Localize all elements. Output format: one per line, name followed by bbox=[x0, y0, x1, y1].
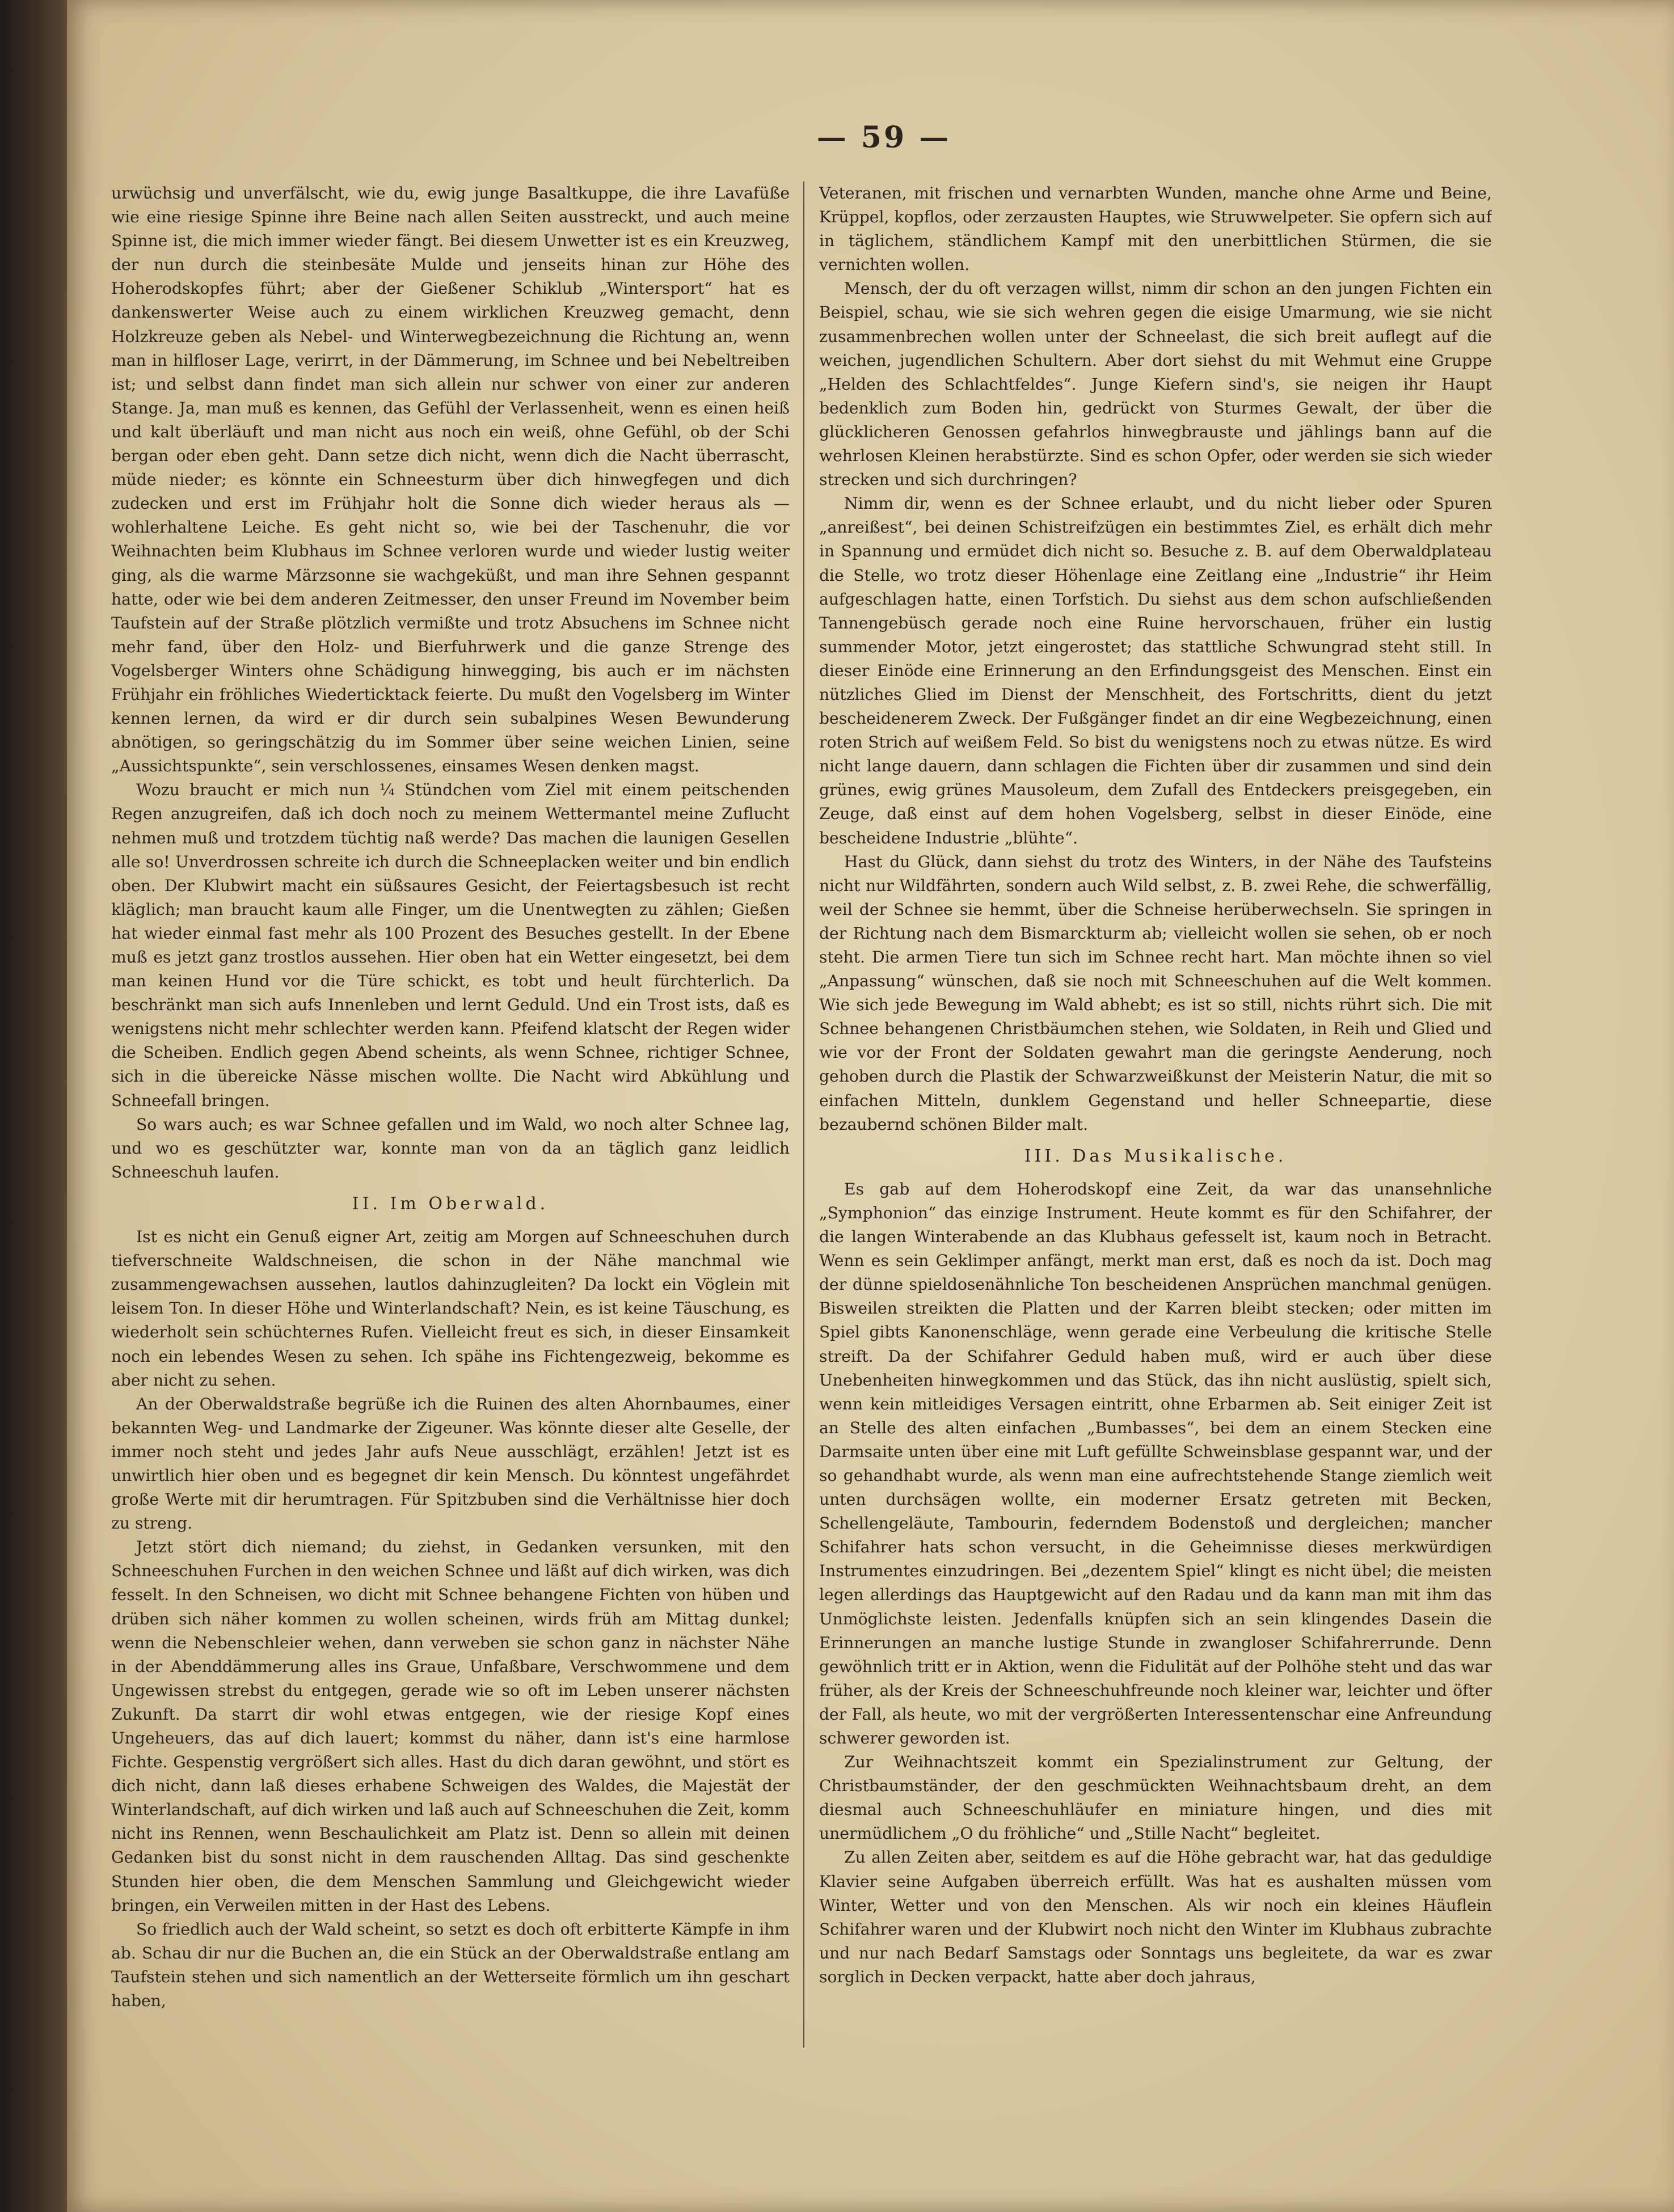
page-number: — 59 — bbox=[816, 120, 951, 155]
paragraph: Zur Weihnachtszeit kommt ein Spezialinstrument zur Geltung, der Christbaumständer, der den geschmückten Weihnachtsbaum dreht, an dem diesmal auch Schneeschuhläufer en miniature hingen, und dies mit unermüdlichem „O du fröhliche“ und „Stille Nacht“ begleitet. bbox=[819, 1753, 1492, 1843]
section-heading-oberwald: II. Im Oberwald. bbox=[352, 1193, 549, 1214]
paragraph: Mensch, der du oft verzagen willst, nimm dir schon an den jungen Fichten ein Beispiel, schau, wie sie sich wehren gegen die eisige Umarmung, wie sie nicht zusammenbrechen wollen unter der Schneelast, die sich breit auflegt auf die weichen, jugendlichen Schultern. Aber dort siehst du mit Wehmut eine Gruppe „Helden des Schlachtfeldes“. Junge Kiefern sind's, sie neigen ihr Haupt bedenklich zum Boden hin, gedrückt von Sturmes Gewalt, der über die glücklicheren Genossen gefahrlos hinwegbrauste und jählings bann auf die wehrlosen Kleinen herabstürzte. Sind es schon Opfer, oder werden sie sich wieder strecken und sich durchringen? bbox=[819, 279, 1492, 489]
right-text-column bbox=[819, 181, 1492, 2099]
paragraph: Jetzt stört dich niemand; du ziehst, in Gedanken versunken, mit den Schneeschuhen Furchen in den weichen Schnee und läßt auf dich wirken, was dich fesselt. In den Schneisen, wo dicht mit Schnee behangene Fichten von hüben und drüben sich näher kommen zu wollen scheinen, wirds früh am Mittag dunkel; wenn die Nebenschleier wehen, dann verweben sie schon ganz in nächster Nähe in der Abenddämmerung alles ins Graue, Unfaßbare, Verschwommene und dem Ungewissen strebst du entgegen, gerade wie so oft im Leben unserer nächsten Zukunft. Da starrt dir wohl etwas entgegen, wie der riesige Kopf eines Ungeheuers, das auf dich lauert; kommst du näher, dann ist's eine harmlose Fichte. Gespenstig vergrößert sich alles. Hast du dich daran gewöhnt, und stört es dich nicht, dann laß dieses erhabene Schweigen des Waldes, die Majestät der Winterlandschaft, auf dich wirken und laß auch auf Schneeschuhen die Zeit, komm nicht ins Rennen, wenn Beschaulichkeit am Platz ist. Denn so allein mit deinen Gedanken bist du sonst nicht in dem rauschenden Alltag. Das sind geschenkte Stunden hier oben, die dem Menschen Sammlung und Gleichgewicht wieder bringen, ein Verweilen mitten in der Hast des Lebens. bbox=[111, 1538, 790, 1915]
book-spine-shadow bbox=[0, 0, 67, 2212]
paragraph: Ist es nicht ein Genuß eigner Art, zeitig am Morgen auf Schneeschuhen durch tiefverschneite Waldschneisen, die schon in der Nähe manchmal wie zusammengewachsen aussehen, lautlos dahinzugleiten? Da lockt ein Vöglein mit leisem Ton. In dieser Höhe und Winterlandschaft? Nein, es ist keine Täuschung, es wiederholt sein schüchternes Rufen. Vielleicht freut es sich, in dieser Einsamkeit noch ein lebendes Wesen zu sehen. Ich spähe ins Fichtengezweig, bekomme es aber nicht zu sehen. bbox=[111, 1227, 790, 1390]
paragraph: So friedlich auch der Wald scheint, so setzt es doch oft erbitterte Kämpfe in ihm ab. Schau dir nur die Buchen an, die ein Stück an der Oberwaldstraße entlang am Taufstein stehen und sich namentlich an der Wetterseite förmlich um ihn geschart haben, bbox=[111, 1919, 790, 2011]
paragraph: An der Oberwaldstraße begrüße ich die Ruinen des alten Ahornbaumes, einer bekannten Weg- und Landmarke der Zigeuner. Was könnte dieser alte Geselle, der immer noch steht und jedes Jahr aufs Neue ausschlägt, erzählen! Jetzt ist es unwirtlich hier oben und es begegnet dir kein Mensch. Du könntest ungefährdet große Werte mit dir herumtragen. Für Spitzbuben sind die Verhältnisse hier doch zu streng. bbox=[111, 1394, 790, 1533]
paragraph: So wars auch; es war Schnee gefallen und im Wald, wo noch alter Schnee lag, und wo es geschützter war, konnte man von da an täglich ganz leidlich Schneeschuh laufen. bbox=[111, 1115, 790, 1181]
paragraph: Wozu braucht er mich nun ¼ Stündchen vom Ziel mit einem peitschenden Regen anzugreifen, daß ich doch noch zu meinem Wettermantel meine Zuflucht nehmen muß und trotzdem tüchtig naß werde? Das machen die launigen Gesellen alle so! Unverdrossen schreite ich durch die Schneeplacken weiter und bin endlich oben. Der Klubwirt macht ein süßsaures Gesicht, der Feiertagsbesuch ist recht kläglich; man braucht kaum alle Finger, um die Unentwegten zu zählen; Gießen hat wieder einmal fast mehr als 100 Prozent des Besuches gestellt. In der Ebene muß es jetzt ganz trostlos aussehen. Hier oben hat ein Wetter eingesetzt, bei dem man keinen Hund vor die Türe schickt, es tobt und heult fürchterlich. Da beschränkt man sich aufs Innenleben und lernt Geduld. Und ein Trost ists, daß es wenigstens nicht mehr schlechter werden kann. Pfeifend klatscht der Regen wider die Scheiben. Endlich gegen Abend scheints, als wenn Schnee, richtiger Schnee, sich in die übereicke Nässe mischen wollte. Die Nacht wird Abkühlung und Schneefall bringen. bbox=[111, 780, 790, 1110]
paragraph: Es gab auf dem Hoherodskopf eine Zeit, da war das unansehnliche „Symphonion“ das einzige Instrument. Heute kommt es für den Schifahrer, der die langen Winterabende an das Klubhaus gefesselt ist, kaum noch in Betracht. Wenn es sein Geklimper anfängt, merkt man erst, daß es noch da ist. Doch mag der dünne spieldosenähnliche Ton bescheidenen Ansprüchen manchmal genügen. Bisweilen streikten die Platten und der Karren bleibt stecken; oder mitten im Spiel gibts Kanonenschläge, wenn gerade eine Verbeulung die kritische Stelle streift. Da der Schifahrer Geduld haben muß, wird er auch über diese Unebenheiten hinwegkommen und das Stück, das ihn nicht auslüstig, spielt sich, wenn kein mitleidiges Versagen eintritt, ohne Erbarmen ab. Seit einiger Zeit ist an Stelle des alten einfachen „Bumbasses“, bei dem an einem Stecken eine Darmsaite unten über eine mit Luft gefüllte Schweinsblase gespannt war, und der so gehandhabt wurde, als wenn man eine aufrechtstehende Stange ziemlich weit unten durchsägen wollte, ein moderner Ersatz getreten mit Becken, Schellengeläute, Tambourin, federndem Bodenstoß und dergleichen; mancher Schifahrer hats schon versucht, in die Geheimnisse dieses merkwürdigen Instrumentes einzudringen. Bei „dezentem Spiel“ klingt es nicht übel; die meisten legen allerdings das Hauptgewicht auf den Radau und da kann man mit ihm das Unmöglichste leisten. Jedenfalls knüpfen sich an sein klingendes Dasein die Erinnerungen an manche lustige Stunde in zwangloser Schifahrerrunde. Denn gewöhnlich tritt er in Aktion, wenn die Fidulität auf der Polhöhe steht und das war früher, als der Kreis der Schneeschuhfreunde noch kleiner war, leichter und öfter der Fall, als heute, wo mit der vergrößerten Interessentenschar eine Anfreundung schwerer geworden ist. bbox=[819, 1179, 1492, 1747]
paragraph: Hast du Glück, dann siehst du trotz des Winters, in der Nähe des Taufsteins nicht nur Wildfährten, sondern auch Wild selbst, z. B. zwei Rehe, die schwerfällig, weil der Schnee sie hemmt, über die Schneise herüberwechseln. Sie springen in der Richtung nach dem Bismarckturm ab; vielleicht wollen sie sehen, ob er noch steht. Die armen Tiere tun sich im Schnee recht hart. Man möchte ihnen so viel „Anpassung“ wünschen, daß sie noch mit Schneeschuhen auf die Welt kommen. Wie sich jede Bewegung im Wald abhebt; es ist so still, nichts rührt sich. Die mit Schnee behangenen Christbäumchen stehen, wie Soldaten, in Reih und Glied und wie vor der Front der Soldaten gewahrt man die geringste Aenderung, noch gehoben durch die Plastik der Schwarzweißkunst der Meisterin Natur, die mit so einfachen Mitteln, dunklem Gegenstand und heller Schneepartie, diese bezaubernd schönen Bilder malt. bbox=[819, 852, 1492, 1134]
column-divider bbox=[803, 181, 804, 2048]
section-heading-musikalische: III. Das Musikalische. bbox=[1024, 1146, 1287, 1166]
paragraph: Nimm dir, wenn es der Schnee erlaubt, und du nicht lieber oder Spuren „anreißest“, bei deinen Schistreifzügen ein bestimmtes Ziel, es erhält dich mehr in Spannung und ermüdet dich nicht so. Besuche z. B. auf dem Oberwaldplateau die Stelle, wo trotz dieser Höhenlage eine Zeitlang eine „Industrie“ ihr Heim aufgeschlagen hatte, einen Torfstich. Du siehst aus dem schon aufschließenden Tannengebüsch gerade noch eine Ruine hervorschauen, früher ein lustig summender Motor, jetzt eingerostet; das stattliche Schwungrad steht still. In dieser Einöde eine Erinnerung an den Erfindungsgeist des Menschen. Einst ein nützliches Glied im Dienst der Menschheit, des Fortschritts, dient du jetzt bescheidenerem Zweck. Der Fußgänger findet an dir eine Wegbezeichnung, einen roten Strich auf weißem Feld. So bist du wenigstens noch zu etwas nütze. Es wird nicht lange dauern, dann schlagen die Fichten über dir zusammen und sind dein grünes, ewig grünes Mausoleum, dem Zufall des Entdeckers preisgegeben, ein Zeuge, daß einst auf dem hohen Vogelsberg, selbst in dieser Einöde, eine bescheidene Industrie „blühte“. bbox=[819, 494, 1492, 847]
paragraph: urwüchsig und unverfälscht, wie du, ewig junge Basaltkuppe, die ihre Lavafüße wie eine riesige Spinne ihre Beine nach allen Seiten ausstreckt, und auch meine Spinne ist, die mich immer wieder fängt. Bei diesem Unwetter ist es ein Kreuzweg, der nun durch die steinbesäte Mulde und jenseits hinan zur Höhe des Hoherodskopfes führt; aber der Gießener Schiklub „Wintersport“ hat es dankenswerter Weise auch zu einem wirklichen Kreuzweg gemacht, denn Holzkreuze geben als Nebel- und Winterwegbezeichnung die Richtung an, wenn man in hilfloser Lage, verirrt, in der Dämmerung, im Schnee und bei Nebeltreiben ist; und selbst dann findet man sich allein nur schwer von einer zur anderen Stange. Ja, man muß es kennen, das Gefühl der Verlassenheit, wenn es einen heiß und kalt überläuft und man nicht aus noch ein weiß, ohne Gefühl, ob der Schi bergan oder eben geht. Dann setze dich nicht, wenn dich die Nacht überrascht, müde nieder; es könnte ein Schneesturm über dich hinwegfegen und dich zudecken und erst im Frühjahr holt die Sonne dich wieder heraus als — wohlerhaltene Leiche. Es geht nicht so, wie bei der Taschenuhr, die vor Weihnachten beim Klubhaus im Schnee verloren wurde und wieder lustig weiter ging, als die warme Märzsonne sie wachgeküßt, und man ihre Sehnen gespannt hatte, oder wie bei dem anderen Zeitmesser, den unser Freund im November beim Taufstein auf der Straße plötzlich vermißte und trotz Absuchens im Schnee nicht mehr fand, über den Holz- und Bierfuhrwerk und die ganze Strenge des Vogelsberger Winters ohne Schädigung hinwegging, bis auch er im nächsten Frühjahr ein fröhliches Wiederticktack feierte. Du mußt den Vogelsberg im Winter kennen lernen, da wird er dir durch sein subalpines Wesen Bewunderung abnötigen, so geringschätzig du im Sommer über seine weichen Linien, seine „Aussichtspunkte“, sein verschlossenes, einsames Wesen denken magst. bbox=[111, 184, 790, 776]
paragraph: Zu allen Zeiten aber, seitdem es auf die Höhe gebracht war, hat das geduldige Klavier seine Aufgaben überreich erfüllt. Was hat es aushalten müssen vom Winter, Wetter und von den Menschen. Als wir noch ein kleines Häuflein Schifahrer waren und der Klubwirt noch nicht den Winter im Klubhaus zubrachte und nur nach Bedarf Samstags oder Sonntags uns begleitete, da war es zwar sorglich in Decken verpackt, hatte aber doch jahraus, bbox=[819, 1848, 1492, 1986]
left-text-column bbox=[111, 181, 790, 2099]
paragraph: Veteranen, mit frischen und vernarbten Wunden, manche ohne Arme und Beine, Krüppel, kopflos, oder zerzausten Hauptes, wie Struwwelpeter. Sie opfern sich auf in täglichem, ständlichem Kampf mit den unerbittlichen Stürmen, die sie vernichten wollen. bbox=[819, 184, 1492, 275]
